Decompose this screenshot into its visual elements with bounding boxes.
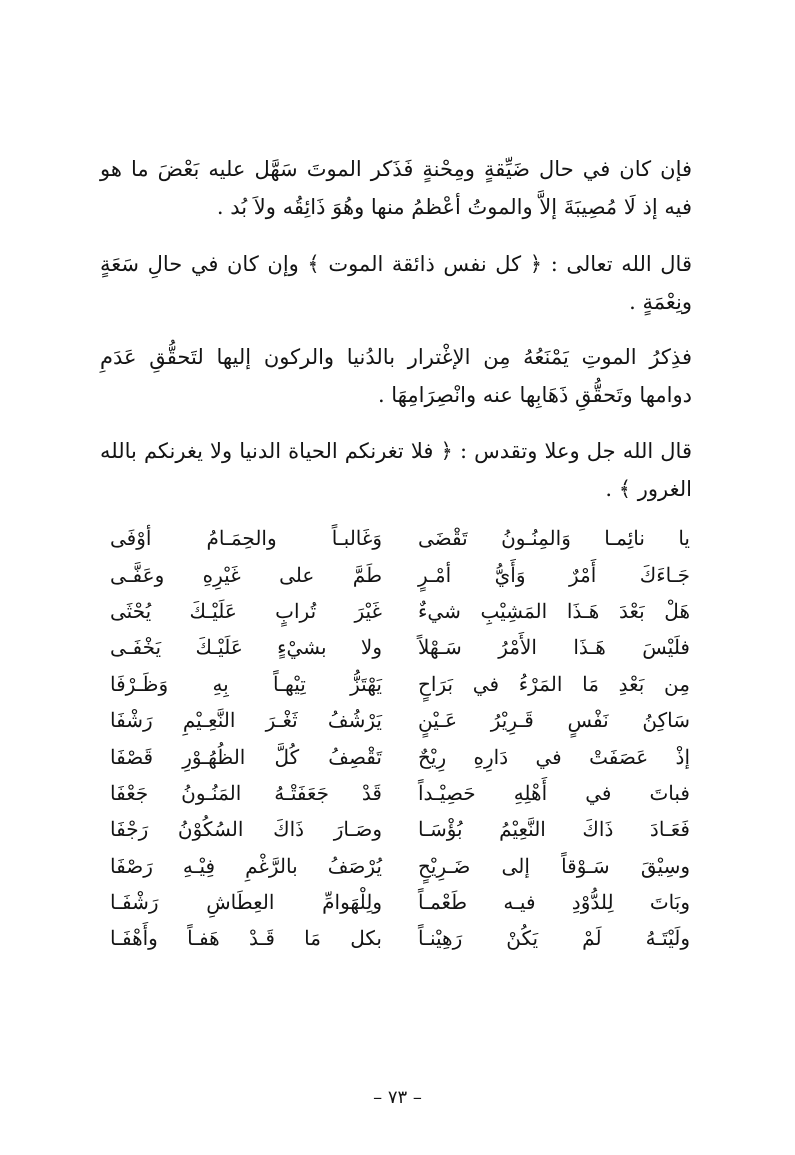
page-number: – ٧٣ – [373, 1087, 422, 1108]
verse-2 [110, 556, 690, 592]
verse-first-hemistich: سَاكِنُ نَفْسٍ قَـرِيْرُ عَـيْنٍ [418, 708, 690, 733]
verse-first-hemistich: فلَيْسَ هَـذَا الأَمْرُ سَـهْلاً [418, 635, 690, 660]
verse-second-hemistich: يَرْشُفُ ثَغْـرَ النَّعِـيْمِ رَشْفَا [110, 708, 382, 733]
verse-second-hemistich: بكل مَا قَـدْ هَفـاً وأَهْفَـا [110, 926, 382, 951]
poem [110, 520, 690, 957]
verse-12 [110, 920, 690, 956]
verse-5 [110, 666, 690, 702]
verse-3 [110, 593, 690, 629]
verse-4 [110, 629, 690, 665]
verse-first-hemistich: مِن بَعْدِ مَا المَرْءُ في بَرَاحٍ [418, 671, 690, 696]
verse-1 [110, 520, 690, 556]
verse-second-hemistich: ولِلْهَوامِّ العِطَاشِ رَشْفَـا [110, 890, 382, 915]
verse-second-hemistich: غَيْرَ تُرابٍ عَلَيْـكَ يُحْثَى [110, 598, 382, 623]
verse-second-hemistich: وصَـارَ ذَاكَ السُكُوْنُ رَجْفَا [110, 817, 382, 842]
verse-7 [110, 738, 690, 774]
paragraph-3: فذِكرُ الموتِ يَمْنَعُهُ مِن الإغْترار بالدُنيا والركون إليها لتَحقُّقِ عَدَمِ دوامها وتَحقُّقِ ذَهَابِها عنه وانْصِرَامِهَا . [100, 345, 692, 407]
verse-second-hemistich: يُرْصَفُ بالرَّغْمِ فِيْـهِ رَصْفَا [110, 853, 382, 878]
verse-8 [110, 775, 690, 811]
verse-first-hemistich: هَلْ بَعْدَ هَـذَا المَشِيْبِ شيءٌ [418, 598, 690, 623]
verse-6 [110, 702, 690, 738]
verse-11 [110, 884, 690, 920]
verse-second-hemistich: تَقْصِفُ كُلَّ الظُهُـوْرِ قَصْفَا [110, 744, 382, 769]
verse-10 [110, 848, 690, 884]
verse-first-hemistich: وبَاتَ لِلدُّوْدِ فيـه طَعْمـاً [418, 890, 690, 915]
verse-9 [110, 811, 690, 847]
verse-first-hemistich: يا نائِمـا وَالمِنُـونُ تَقْضَى [418, 526, 690, 551]
paragraph-4: قال الله جل وعلا وتقدس : ﴿ فلا تغرنكم الحياة الدنيا ولا يغرنكم بالله الغرور ﴾ . [100, 439, 692, 501]
verse-first-hemistich: وسِيْقَ سَـوْقاً إلى ضَـرِيْحٍ [418, 853, 690, 878]
verse-first-hemistich: إذْ عَصَفَتْ في دَارِهِ رِيْحٌ [418, 744, 690, 769]
verse-second-hemistich: ولا بشيْءٍ عَلَيْـكَ يَخْفَـى [110, 635, 382, 660]
verse-second-hemistich: قَدْ جَعَفَتْـهُ المَنُـونُ جَعْفَا [110, 780, 382, 805]
verse-first-hemistich: ولَيْتَـهُ لَمْ يَكُنْ رَهِيْنـاً [418, 926, 690, 951]
paragraph-1: فإن كان في حال ضَيِّقةٍ ومِحْنةٍ فَذَكر الموتَ سَهَّل عليه بَعْضَ ما هو فيه إذ لَا مُصِيبَةَ إلاَّ والموتُ أعْظمُ منها وهُوَ ذَائِقُه ولاَ بُد . [100, 157, 692, 219]
verse-second-hemistich: طَمَّ على غَيْرِهِ وعَفَّـى [110, 562, 382, 587]
verse-second-hemistich: يَهْتَزُّ تِيْهـاً بِهِ وَظَـرْفَا [110, 671, 382, 696]
verse-first-hemistich: جَـاءَكَ أَمْرٌ وَأَيُّ أمْـرٍ [418, 562, 690, 587]
paragraph-2: قال الله تعالى : ﴿ كل نفس ذائقة الموت ﴾ وإن كان في حالِ سَعَةٍ ونِعْمَةٍ . [100, 252, 692, 314]
verse-first-hemistich: فَعَـادَ ذَاكَ النَّعِيْمُ بُؤْسَـا [418, 817, 690, 842]
verse-first-hemistich: فباتَ في أَهْلِهِ حَصِيْـداً [418, 780, 690, 805]
verse-second-hemistich: وَغَالبـاً والحِمَـامُ أوْفَى [110, 526, 382, 551]
